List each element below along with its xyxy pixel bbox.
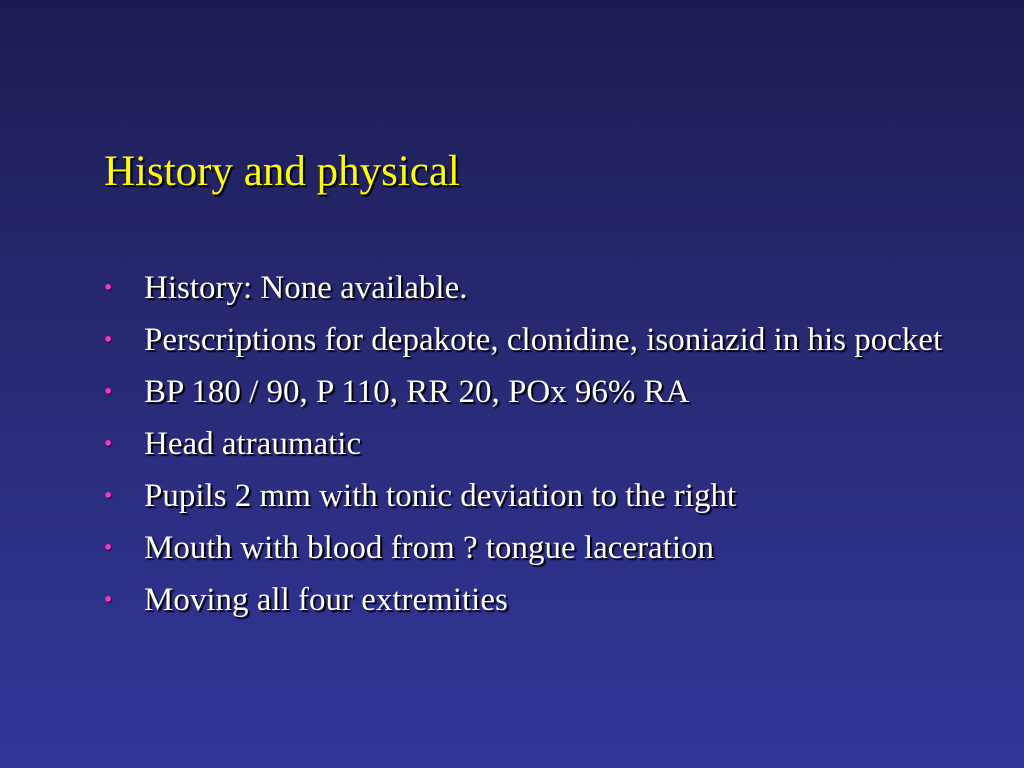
bullet-icon: • <box>104 275 113 301</box>
bullet-item <box>104 372 964 412</box>
bullet-text: Perscriptions for depakote, clonidine, isoniazid in his pocket <box>144 322 943 358</box>
bullet-text: BP 180 / 90, P 110, RR 20, POx 96% RA <box>144 374 690 410</box>
bullet-icon: • <box>104 431 113 457</box>
bullet-text: History: None available. <box>144 270 468 306</box>
bullet-icon: • <box>104 379 113 405</box>
bullet-icon: • <box>104 483 113 509</box>
bullet-icon: • <box>104 587 113 613</box>
bullet-item <box>104 580 964 620</box>
slide-title: History and physical <box>104 148 460 195</box>
bullet-text: Moving all four extremities <box>144 582 508 618</box>
bullet-item <box>104 528 964 568</box>
bullet-text: Pupils 2 mm with tonic deviation to the right <box>144 478 737 514</box>
bullet-item <box>104 268 964 308</box>
bullet-icon: • <box>104 535 113 561</box>
bullet-item <box>104 320 964 360</box>
bullet-list <box>104 268 964 632</box>
bullet-text: Mouth with blood from ? tongue laceration <box>144 530 715 566</box>
bullet-item <box>104 424 964 464</box>
bullet-text: Head atraumatic <box>144 426 362 462</box>
bullet-icon: • <box>104 327 113 353</box>
bullet-item <box>104 476 964 516</box>
